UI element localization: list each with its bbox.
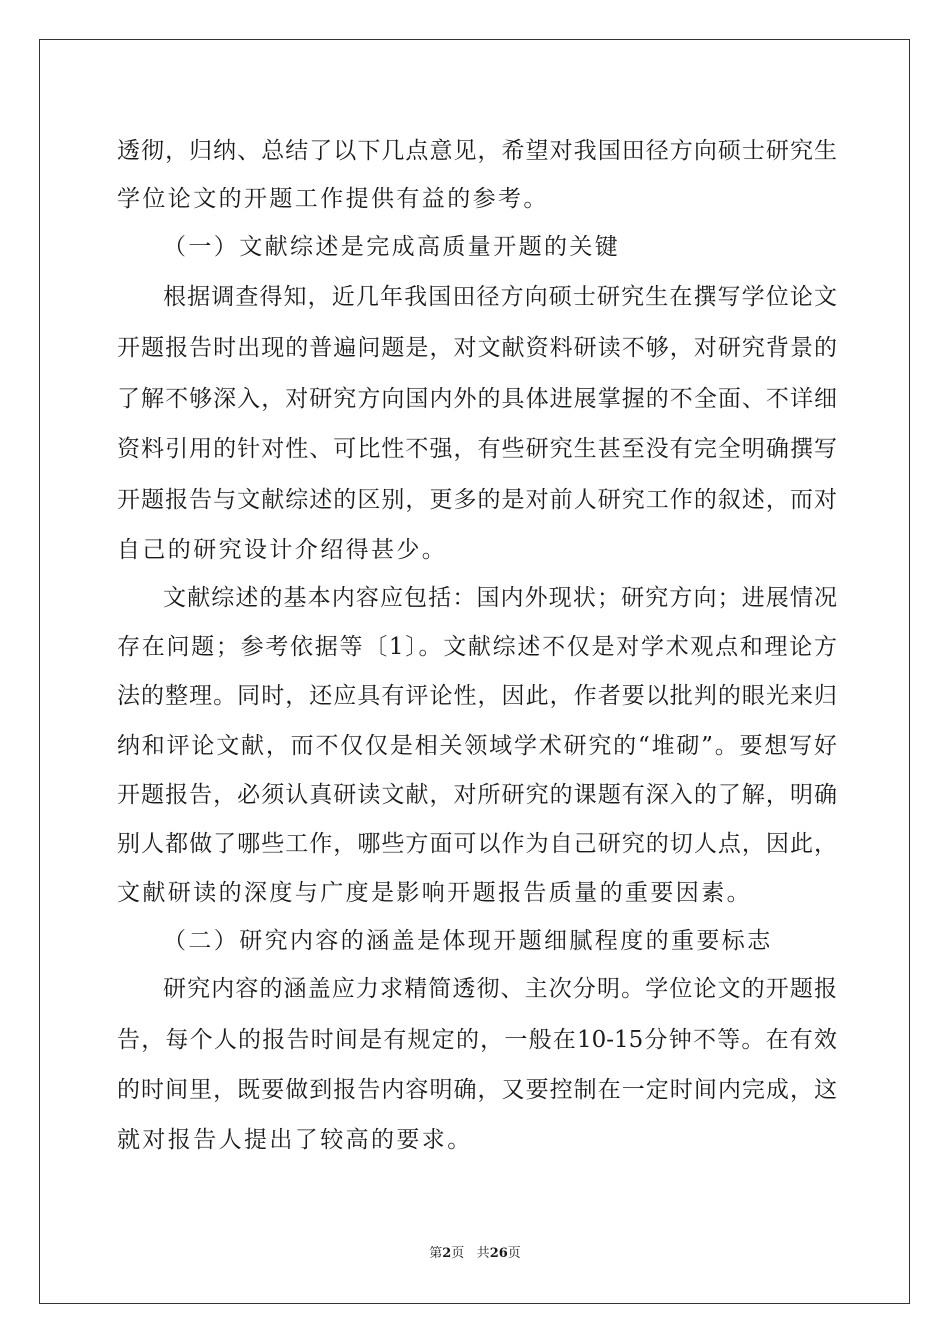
text-line: 研究内容的涵盖应力求精简透彻、主次分明。学位论文的开题报 (163, 976, 837, 1002)
text-line: 纳和评论文献，而不仅仅是相关领域学术研究的“堆砌”。要想写好 (117, 733, 837, 759)
text-line: 文献研读的深度与广度是影响开题报告质量的重要因素。 (117, 880, 752, 906)
text-line: 根据调查得知，近几年我国田径方向硕士研究生在撰写学位论文 (163, 284, 837, 310)
text-line: 就对报告人提出了较高的要求。 (117, 1127, 473, 1153)
text-line: 了解不够深入，对研究方向国内外的具体进展掌握的不全面、不详细 (117, 386, 837, 412)
text-line: 开题报告时出现的普遍问题是，对文献资料研读不够，对研究背景的 (117, 335, 837, 361)
page-prefix: 第 (429, 1246, 443, 1261)
text-line: 学位论文的开题工作提供有益的参考。 (117, 186, 549, 212)
section-heading: （二）研究内容的涵盖是体现开题细腻程度的重要标志 (163, 928, 773, 954)
text-line: 开题报告，必须认真研读文献，对所研究的课题有深入的了解，明确 (117, 782, 837, 808)
page-suffix: 页 (451, 1246, 465, 1261)
text-line: 别人都做了哪些工作，哪些方面可以作为自己研究的切人点，因此， (117, 831, 837, 857)
text-line: 存在问题；参考依据等〔1〕。文献综述不仅是对学术观点和理论方 (117, 634, 837, 660)
text-line: 开题报告与文献综述的区别，更多的是对前人研究工作的叙述，而对 (117, 487, 837, 513)
page-border (39, 39, 910, 1304)
page-number: 2 (442, 1246, 452, 1261)
total-prefix: 共 (476, 1246, 490, 1261)
text-line: 透彻，归纳、总结了以下几点意见，希望对我国田径方向硕士研究生 (117, 138, 837, 164)
page-footer (0, 1245, 950, 1263)
text-line: 资料引用的针对性、可比性不强，有些研究生甚至没有完全明确撰写 (117, 436, 837, 462)
total-pages: 26 (489, 1246, 508, 1261)
text-line: 法的整理。同时，还应具有评论性，因此，作者要以批判的眼光来归 (117, 683, 837, 709)
text-line: 的时间里，既要做到报告内容明确，又要控制在一定时间内完成，这 (117, 1077, 837, 1103)
section-heading: （一）文献综述是完成高质量开题的关键 (163, 234, 621, 260)
text-line: 文献综述的基本内容应包括：国内外现状；研究方向；进展情况 (163, 585, 837, 611)
text-line: 告，每个人的报告时间是有规定的，一般在10-15分钟不等。在有效 (117, 1027, 837, 1053)
text-line: 自己的研究设计介绍得甚少。 (117, 537, 448, 563)
total-suffix: 页 (507, 1246, 521, 1261)
